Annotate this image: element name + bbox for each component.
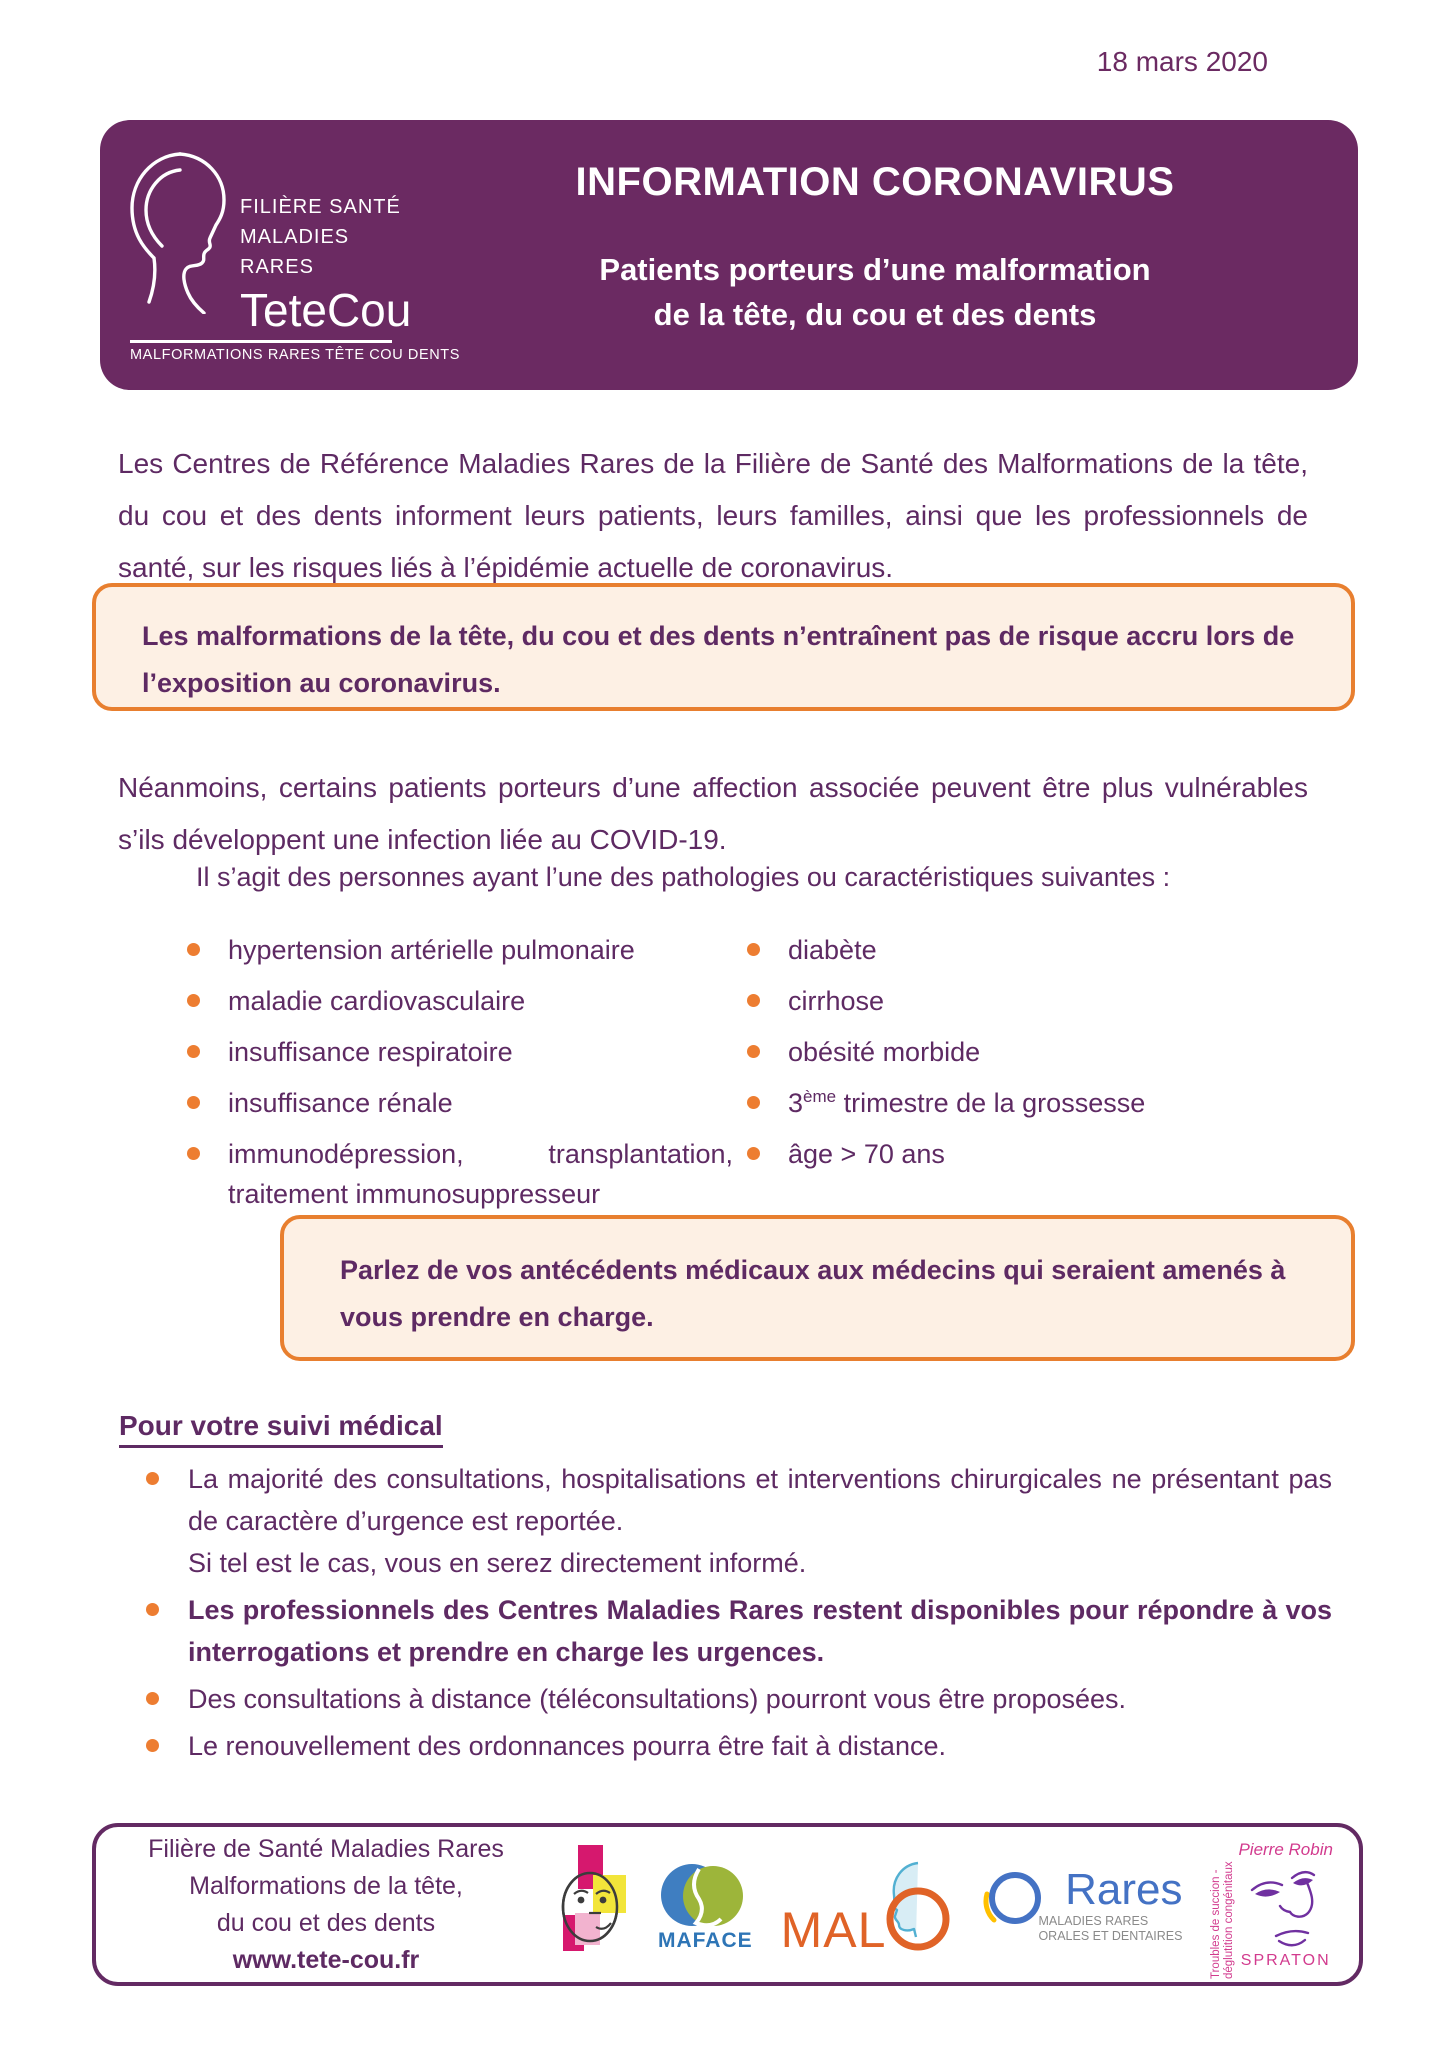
highlight-box-advice-text: Parlez de vos antécédents médicaux aux médecins qui seraient amenés à vous prendre en charge. [340,1255,1286,1332]
maface-logo [658,1857,753,1953]
footer-org-line1: Filière de Santé Maladies Rares [148,1834,504,1863]
followup-list [142,1458,1332,1772]
risk-item: insuffisance respiratoire [185,1032,733,1072]
intro-paragraph: Les Centres de Référence Maladies Rares de la Filière de Santé des Malformations de la tête, du cou et des dents informent leurs patients, leurs familles, ainsi que les professionnels de santé, sur les risques liés à l’épidémie actuelle de coronavirus. [118,448,1308,583]
risk-item: immunodépression, transplantation, traitement immunosuppresseur [185,1134,733,1214]
risk-list-right [745,930,1225,1225]
logo-filiere-line: FILIÈRE SANTÉ [240,196,401,218]
followup-item-consultations [142,1458,1332,1584]
malo-logo [780,1857,955,1958]
risk-list-left [185,930,745,1225]
footer-org-block [130,1831,522,1979]
risk-item: insuffisance rénale [185,1083,733,1123]
page-subtitle-line1: Patients porteurs d’une malformation [599,252,1151,287]
highlight-box-no-risk-text: Les malformations de la tête, du cou et des dents n’entraînent pas de risque accru lors de l’exposition au coronavirus. [142,621,1295,698]
page-title: INFORMATION CORONAVIRUS [575,160,1175,204]
footer-website-link[interactable]: www.tete-cou.fr [232,1945,420,1974]
logo-brand: TeteCou [240,284,412,336]
risk-item: diabète [745,930,1225,970]
tetecou-logo [100,120,461,390]
highlight-box-advice [280,1215,1355,1361]
orares-logo-sub2: ORALES ET DENTAIRES [1038,1928,1183,1943]
followup-item-teleconsultations: Des consultations à distance (téléconsultations) pourront vous être proposées. [142,1678,1332,1720]
risk-item-trimester [745,1083,1225,1123]
followup-item-consultations-text: La majorité des consultations, hospitalisations et interventions chirurgicales ne présentant pas de caractère d’urgence est reportée. [188,1464,1332,1536]
maface-logo-text: MAFACE [657,1928,753,1952]
logo-divider [130,340,392,343]
risk-item: obésité morbide [745,1032,1225,1072]
logo-caption: MALFORMATIONS RARES TÊTE COU DENTS [130,347,461,363]
face-squares-logo [548,1843,630,1966]
logo-maladies-line: MALADIES RARES [240,226,350,278]
vulnerability-paragraph: Néanmoins, certains patients porteurs d’une affection associée peuvent être plus vulnérables s’ils développent une infection liée au COVID-19. [118,772,1308,855]
followup-item-consultations-note: Si tel est le cas, vous en serez directement informé. [188,1548,807,1578]
footer-org-line2: Malformations de la tête, [189,1871,463,1900]
pierre-robin-logo [1210,1831,1333,1979]
footer-org-line3: du cou et des dents [216,1908,436,1937]
trimester-number: 3 [788,1088,804,1118]
pierre-robin-side-text: Troubles de succion - déglutition congénitaux [1210,1860,1236,1979]
orares-logo [982,1866,1182,1944]
risk-item: cirrhose [745,981,1225,1021]
orares-logo-text: Rares [1065,1864,1183,1914]
page-subtitle [422,247,1328,337]
partner-logos [548,1831,1333,1979]
spraton-text: SPRATON [1240,1951,1331,1969]
document-date: 18 mars 2020 [1096,46,1268,77]
pierre-robin-face-sketch [1248,1860,1324,1952]
malo-logo-text: MAL [780,1901,887,1958]
risk-item: hypertension artérielle pulmonaire [185,930,733,970]
risk-item: maladie cardiovasculaire [185,981,733,1021]
footer-box [92,1823,1363,1986]
risk-item: âge > 70 ans [745,1134,1225,1174]
highlight-box-no-risk [92,583,1355,711]
risk-factor-columns [185,930,1225,1225]
orares-logo-sub1: MALADIES RARES [1038,1913,1149,1928]
followup-item-prescriptions: Le renouvellement des ordonnances pourra être fait à distance. [142,1725,1332,1767]
trimester-ordinal: ème [803,1087,837,1106]
followup-item-professionals: Les professionnels des Centres Maladies Rares restent disponibles pour répondre à vos interrogations et prendre en charge les urgences. [142,1589,1332,1673]
medical-followup-heading: Pour votre suivi médical [119,1410,443,1448]
trimester-rest: trimestre de la grossesse [836,1088,1146,1118]
header-banner [100,120,1358,390]
head-profile-icon [122,146,234,319]
page-subtitle-line2: de la tête, du cou et des dents [653,297,1097,332]
risk-list-intro: Il s’agit des personnes ayant l’une des pathologies ou caractéristiques suivantes : [196,862,1171,892]
pierre-robin-title: Pierre Robin [1238,1839,1333,1859]
